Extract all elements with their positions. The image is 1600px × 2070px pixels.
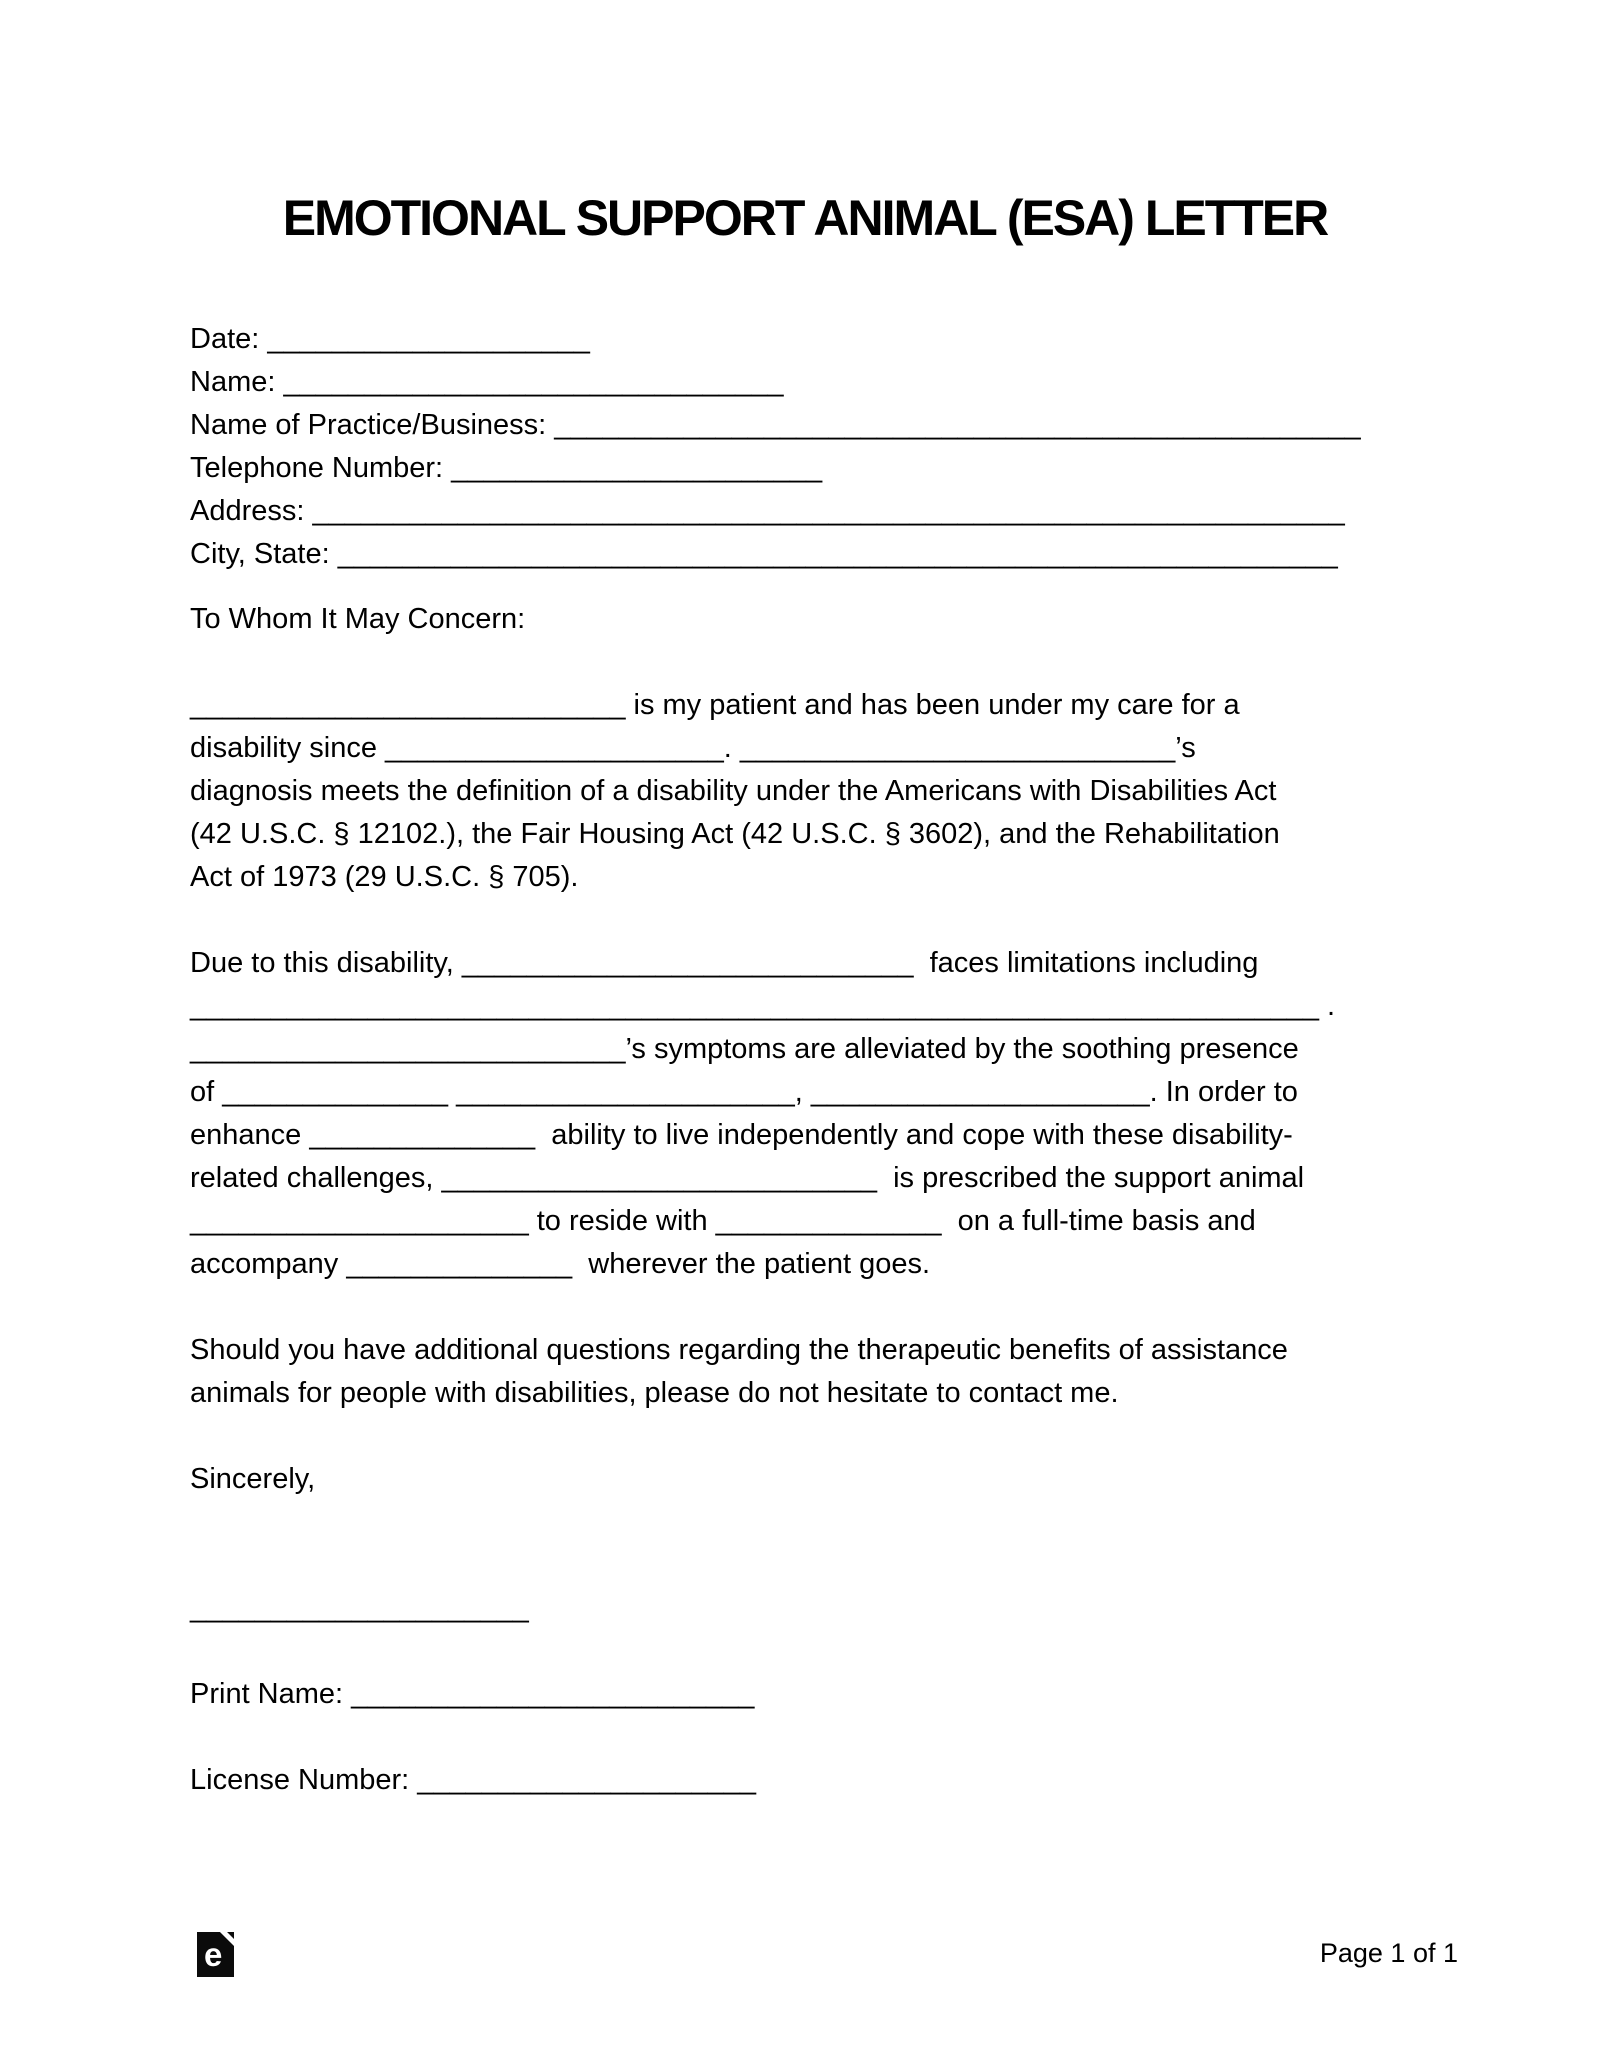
- document-title: EMOTIONAL SUPPORT ANIMAL (ESA) LETTER: [282, 190, 1328, 246]
- info-line-practice-business: Name of Practice/Business: __________________________________________________: [190, 409, 1361, 441]
- paragraph-line: Should you have additional questions regarding the therapeutic benefits of assistance: [190, 1334, 1288, 1366]
- header-info-block: [190, 318, 1420, 576]
- eforms-logo: [197, 1932, 234, 1977]
- page-indicator: Page 1 of 1: [1319, 1938, 1458, 1968]
- paragraph-additional-questions: [190, 1329, 1420, 1415]
- signature-line: _____________________: [190, 1592, 529, 1624]
- paragraph-line: animals for people with disabilities, please do not hesitate to contact me.: [190, 1377, 1119, 1409]
- paragraph-line: disability since _____________________. ___________________________’s: [190, 732, 1196, 764]
- paragraph-line: ______________________________________________________________________ .: [190, 990, 1336, 1022]
- paragraph-line: Due to this disability, ____________________________ faces limitations including: [190, 947, 1259, 979]
- print-name-line: Print Name: _________________________: [190, 1678, 755, 1710]
- salutation: To Whom It May Concern:: [190, 603, 526, 635]
- closing: Sincerely,: [190, 1463, 316, 1495]
- paragraph-line: ___________________________ is my patient and has been under my care for a: [190, 689, 1240, 721]
- info-line-date: Date: ____________________: [190, 323, 590, 355]
- paragraph-line: diagnosis meets the definition of a disability under the Americans with Disabilities Act: [190, 775, 1277, 807]
- logo-letter: e: [204, 1936, 223, 1973]
- paragraph-line: accompany ______________ wherever the patient goes.: [190, 1248, 931, 1280]
- info-line-telephone: Telephone Number: _______________________: [190, 452, 823, 484]
- info-line-name: Name: _______________________________: [190, 366, 784, 398]
- paragraph-disability-details: [190, 942, 1420, 1286]
- paragraph-line: of ______________ _____________________, _____________________. In order to: [190, 1076, 1298, 1108]
- paragraph-patient-care: [190, 684, 1420, 899]
- paragraph-line: (42 U.S.C. § 12102.), the Fair Housing Act (42 U.S.C. § 3602), and the Rehabilitation: [190, 818, 1280, 850]
- paragraph-line: related challenges, ___________________________ is prescribed the support animal: [190, 1162, 1305, 1194]
- paragraph-line: ___________________________’s symptoms are alleviated by the soothing presence: [190, 1033, 1299, 1065]
- letter-content: [190, 0, 1420, 1802]
- paragraph-line: Act of 1973 (29 U.S.C. § 705).: [190, 861, 579, 893]
- license-number-line: License Number: _____________________: [190, 1764, 756, 1796]
- paragraph-line: _____________________ to reside with ______________ on a full-time basis and: [190, 1205, 1256, 1237]
- info-line-city-state: City, State: ______________________________________________________________: [190, 538, 1338, 570]
- info-line-address: Address: ________________________________________________________________: [190, 495, 1345, 527]
- paragraph-line: enhance ______________ ability to live independently and cope with these disability-: [190, 1119, 1293, 1151]
